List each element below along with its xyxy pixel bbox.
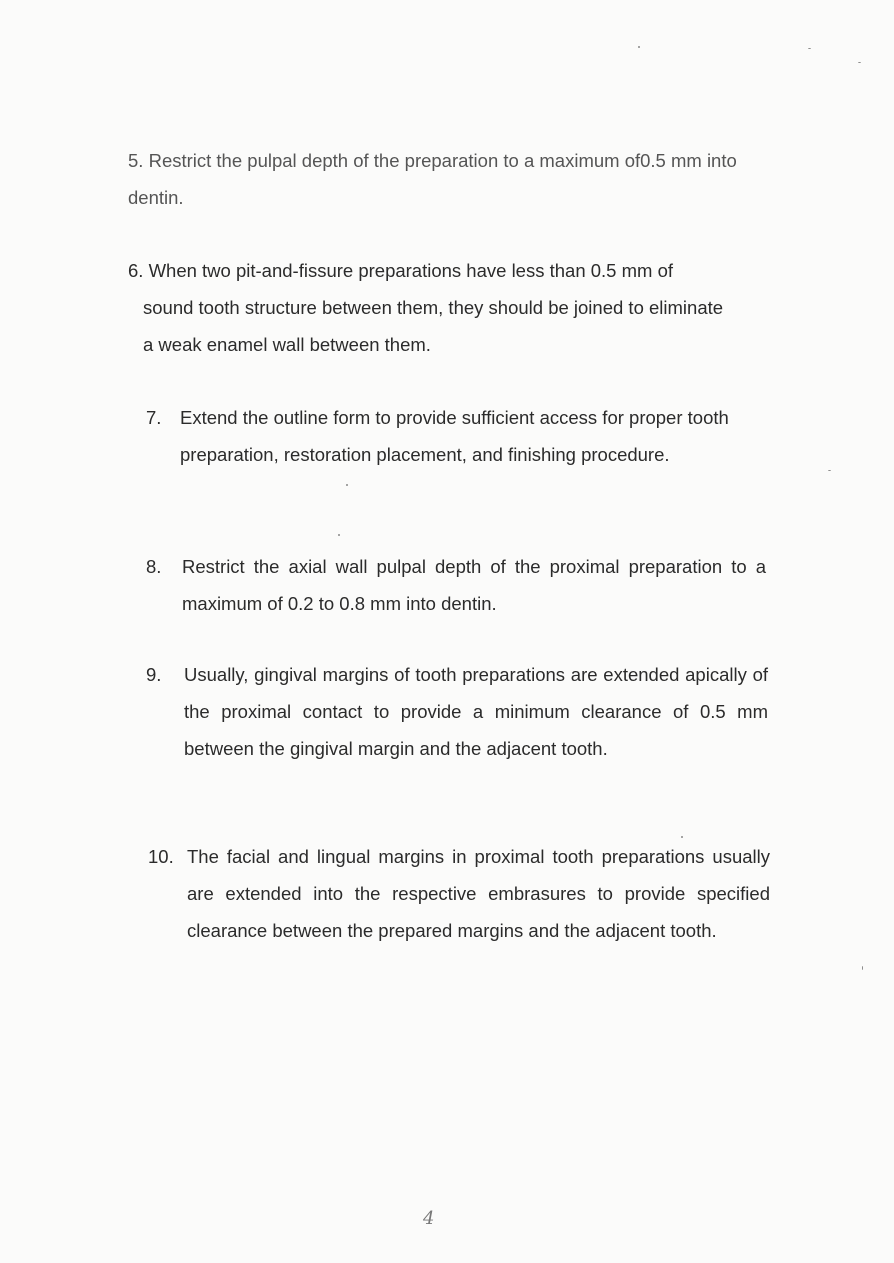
list-item-9-number: 9. bbox=[146, 664, 162, 685]
list-item-5-line bbox=[128, 142, 768, 216]
list-item-5-text: Restrict the pulpal depth of the preparation to a maximum of0.5 mm into dentin. bbox=[128, 150, 737, 208]
list-item-7-text: Extend the outline form to provide sufficient access for proper tooth preparation, restoration placement, and finishing procedure. bbox=[180, 407, 729, 465]
scan-speck bbox=[681, 836, 683, 838]
list-item-5 bbox=[128, 142, 768, 216]
list-item-6 bbox=[128, 252, 728, 363]
list-item-10 bbox=[148, 838, 770, 949]
list-item-6-line bbox=[128, 252, 728, 363]
scan-speck bbox=[828, 470, 831, 471]
list-item-8 bbox=[146, 548, 766, 622]
list-item-7-number: 7. bbox=[146, 407, 162, 428]
list-item-7 bbox=[146, 399, 776, 473]
scan-speck bbox=[862, 966, 863, 970]
page-number: 4 bbox=[423, 1208, 435, 1229]
list-item-9 bbox=[146, 656, 768, 767]
scan-speck bbox=[638, 46, 640, 48]
scan-speck bbox=[338, 534, 340, 536]
list-item-10-number: 10. bbox=[148, 846, 174, 867]
list-item-8-number: 8. bbox=[146, 556, 162, 577]
scan-speck bbox=[346, 484, 348, 486]
scan-speck bbox=[858, 62, 861, 63]
list-item-8-text: Restrict the axial wall pulpal depth of the proximal preparation to a maximum of 0.2 to 0.8 mm into dentin. bbox=[182, 556, 766, 614]
list-item-5-number: 5. bbox=[128, 150, 144, 171]
list-item-10-text: The facial and lingual margins in proximal tooth preparations usually are extended into the respective embrasures to provide specified clearance between the prepared margins and the adjacent tooth. bbox=[187, 846, 770, 941]
list-item-9-text: Usually, gingival margins of tooth preparations are extended apically of the proximal contact to provide a minimum clearance of 0.5 mm between the gingival margin and the adjacent tooth. bbox=[184, 664, 768, 759]
list-item-6-number: 6. bbox=[128, 260, 144, 281]
scan-speck bbox=[808, 48, 811, 49]
list-item-6-text: When two pit-and-fissure preparations have less than 0.5 mm of sound tooth structure between them, they should be joined to eliminate a weak enamel wall between them. bbox=[143, 260, 724, 355]
